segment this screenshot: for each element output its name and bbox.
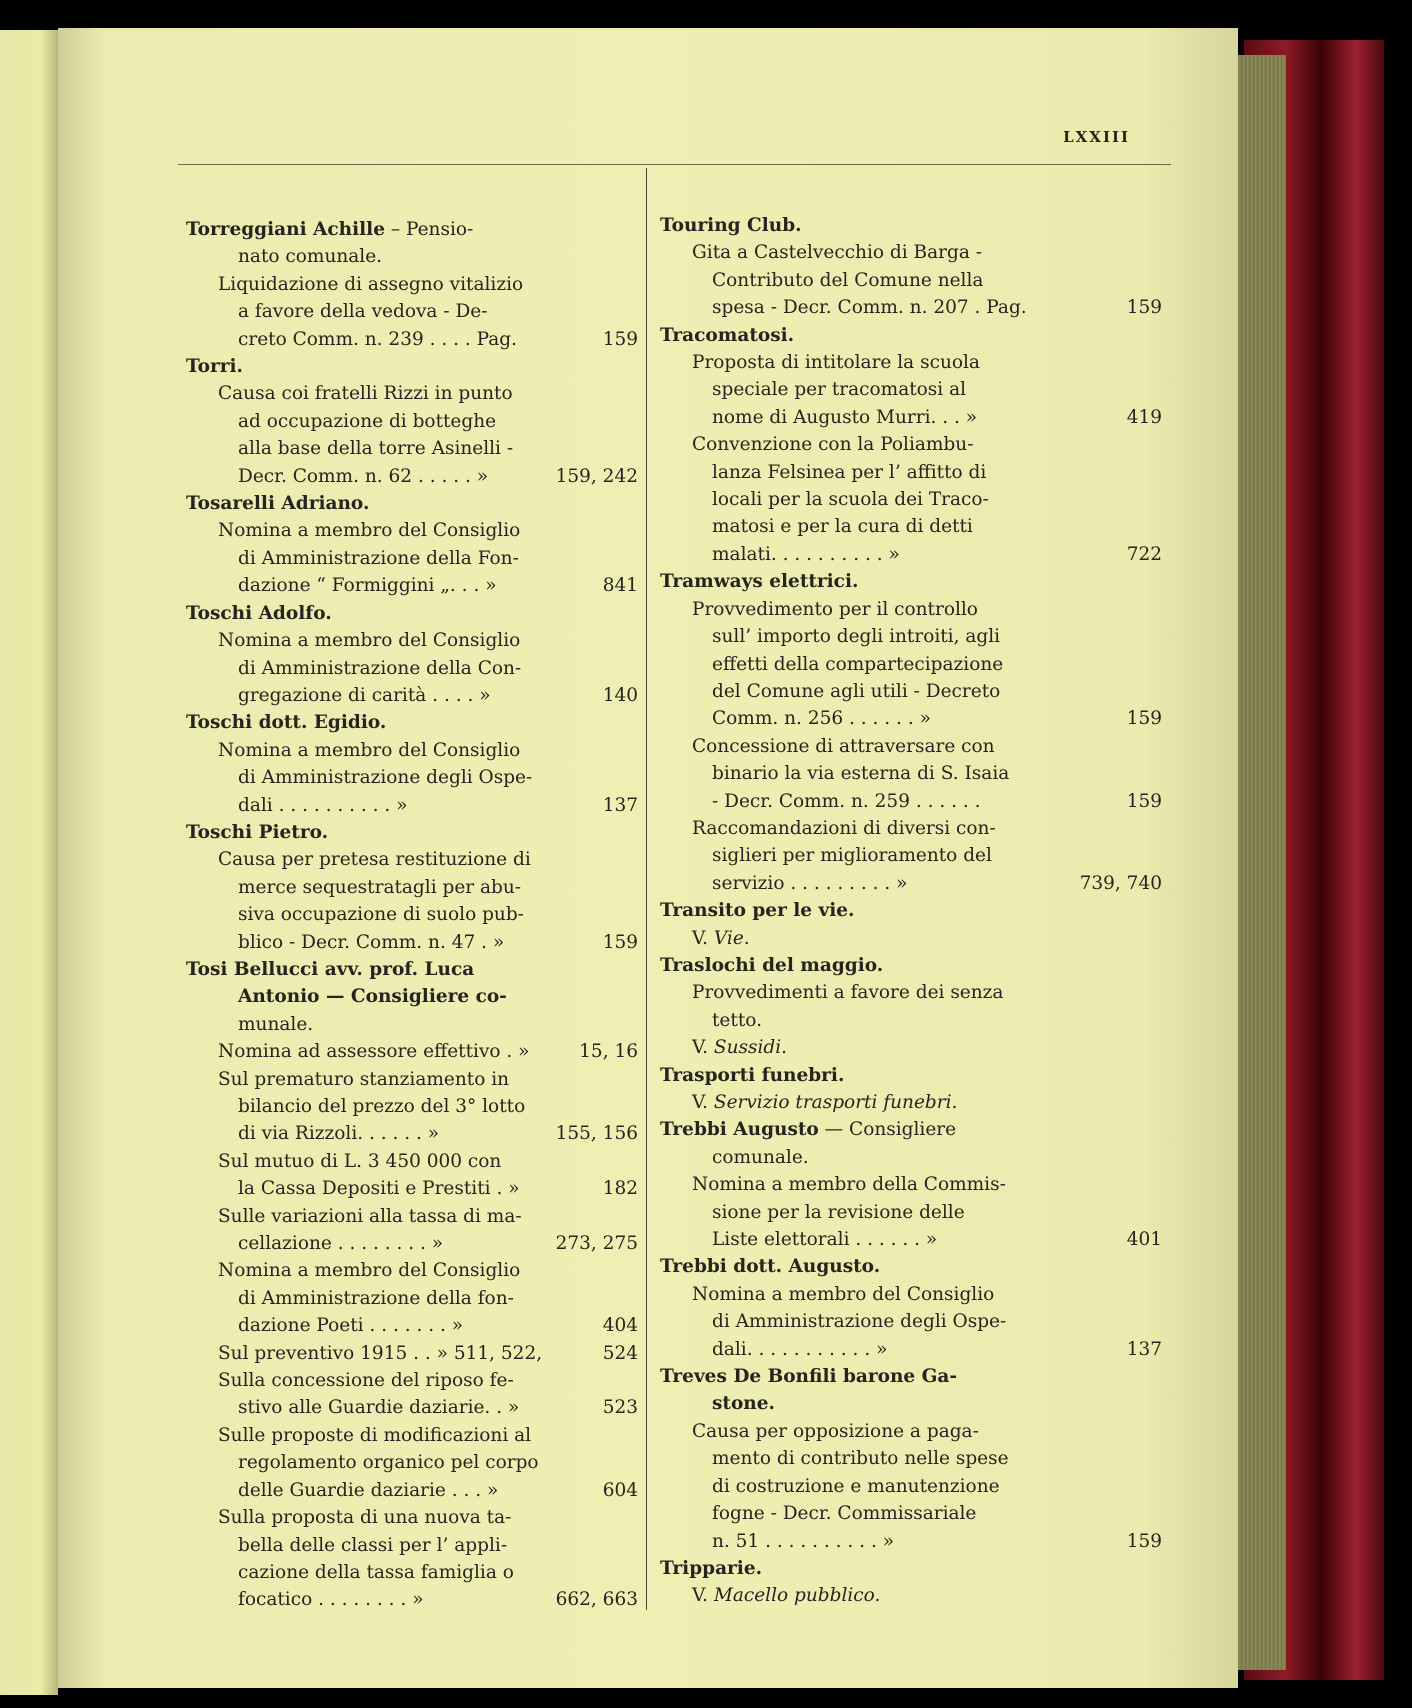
entry-heading: Toschi Adolfo. [186, 602, 332, 624]
entry-line [660, 925, 1162, 952]
page-reference: 137 [1126, 1338, 1162, 1360]
entry-line-text: servizio . . . . . . . . . » [712, 872, 908, 894]
entry-line [660, 404, 1162, 431]
entry-line [660, 294, 1162, 321]
index-entry [186, 709, 638, 819]
entry-line-text: dazione “ Formiggini „. . . » [238, 575, 497, 597]
entry-line [186, 1203, 638, 1230]
cross-reference: Servizio trasporti funebri. [713, 1092, 958, 1113]
entry-line [660, 788, 1162, 815]
entry-line [186, 929, 638, 956]
entry-line [186, 1066, 638, 1093]
entry-line [186, 326, 638, 353]
page-reference: 739, 740 [1079, 872, 1162, 894]
page-reference: 159 [602, 931, 638, 953]
entry-heading-line [660, 952, 1162, 979]
right-column [660, 212, 1162, 1610]
entry-line [186, 517, 638, 544]
entry-line-text: comunale. [712, 1146, 809, 1168]
index-entry [186, 353, 638, 490]
entry-line [660, 623, 1162, 650]
page-reference: 419 [1126, 406, 1162, 428]
entry-heading: Toschi Pietro. [186, 821, 329, 843]
header-rule [178, 164, 1171, 165]
entry-line-text: di Amministrazione degli Ospe- [712, 1311, 1007, 1333]
index-entry [186, 600, 638, 710]
entry-line [660, 596, 1162, 623]
entry-line-text: creto Comm. n. 239 . . . . Pag. [238, 328, 518, 350]
entry-line-text: a favore della vedova - De- [238, 301, 488, 323]
page-number: LXXIII [1063, 128, 1130, 146]
entry-line-text: siva occupazione di suolo pub- [238, 904, 524, 926]
entry-line [186, 1257, 638, 1284]
entry-line-text: cazione della tassa famiglia o [238, 1561, 514, 1583]
entry-line-text: stivo alle Guardie daziarie. . » [238, 1397, 520, 1419]
entry-line [660, 239, 1162, 266]
column-divider [646, 168, 647, 1610]
entry-line-text: Provvedimento per il controllo [692, 598, 978, 620]
entry-line-text: Convenzione con la Poliambu- [692, 434, 974, 456]
cross-reference: Vie. [713, 927, 750, 949]
entry-heading: Trebbi dott. Augusto. [660, 1256, 881, 1278]
entry-line [660, 459, 1162, 486]
entry-heading-line [186, 819, 638, 846]
entry-line-text: Nomina a membro del Consiglio [218, 739, 521, 761]
entry-line-text: Liquidazione di assegno vitalizio [218, 273, 524, 295]
entry-line [186, 545, 638, 572]
entry-line-text: Provvedimenti a favore dei senza [692, 982, 1004, 1004]
entry-heading: Trasporti funebri. [660, 1064, 845, 1086]
entry-line-text: mento di contributo nelle spese [712, 1448, 1009, 1470]
entry-heading: Tracomatosi. [660, 324, 795, 346]
page-reference: 841 [602, 575, 638, 597]
index-page [58, 28, 1238, 1688]
entry-heading-line [186, 600, 638, 627]
cross-reference: Sussidi. [713, 1037, 788, 1059]
entry-line [660, 1007, 1162, 1034]
entry-line-text: nato comunale. [238, 246, 383, 268]
entry-line [660, 1500, 1162, 1527]
entry-line [660, 1226, 1162, 1253]
entry-line [186, 298, 638, 325]
entry-line-text: Antonio — Consigliere co- [238, 986, 507, 1008]
entry-line [186, 901, 638, 928]
entry-heading-line [660, 1062, 1162, 1089]
entry-line-text: Sulle proposte di modificazioni al [218, 1424, 532, 1446]
entry-line [186, 1175, 638, 1202]
entry-line [186, 983, 638, 1010]
entry-line [186, 1011, 638, 1038]
entry-line-text: focatico . . . . . . . . » [238, 1589, 424, 1611]
entry-line-text: Sulle variazioni alla tassa di ma- [218, 1205, 522, 1227]
entry-line-text: Nomina a membro del Consiglio [218, 520, 521, 542]
entry-line-text: Contributo del Comune nella [712, 269, 984, 291]
entry-line-text: Sulla concessione del riposo fe- [218, 1370, 514, 1392]
entry-line-text: dazione Poeti . . . . . . . » [238, 1315, 464, 1337]
entry-line-text: la Cassa Depositi e Prestiti . » [238, 1178, 520, 1200]
left-page-edge [0, 30, 58, 1695]
entry-line-text: fogne - Decr. Commissariale [712, 1503, 977, 1525]
entry-line-text: locali per la scuola dei Traco- [712, 489, 989, 511]
page-reference: 159 [1126, 708, 1162, 730]
entry-heading-line [186, 709, 638, 736]
entry-line [660, 1445, 1162, 1472]
entry-line-text: bella delle classi per l’ appli- [238, 1534, 508, 1556]
index-entry [660, 1363, 1162, 1555]
entry-line-text: delle Guardie daziarie . . . » [238, 1479, 499, 1501]
book-page-edges [1232, 55, 1286, 1670]
page-reference: 159 [1126, 790, 1162, 812]
entry-heading: Tramways elettrici. [660, 571, 859, 593]
page-reference: 524 [602, 1342, 638, 1364]
entry-heading-line [186, 956, 638, 983]
entry-line-text: Nomina ad assessore effettivo . » [218, 1041, 530, 1063]
entry-line-text: Liste elettorali . . . . . . » [712, 1229, 938, 1251]
entry-line-text: Nomina a membro della Commis- [692, 1174, 1006, 1196]
entry-line [186, 655, 638, 682]
index-entry [660, 322, 1162, 569]
index-entry [660, 212, 1162, 322]
entry-line [186, 271, 638, 298]
entry-heading-line [186, 216, 638, 243]
entry-line [186, 1340, 638, 1367]
entry-line-text: Causa per pretesa restituzione di [218, 849, 531, 871]
entry-line-text: Causa coi fratelli Rizzi in punto [218, 383, 513, 405]
index-entry [186, 490, 638, 600]
entry-line [186, 792, 638, 819]
page-reference: 404 [602, 1315, 638, 1337]
entry-line-text: dali . . . . . . . . . . » [238, 794, 408, 816]
page-reference: 401 [1126, 1229, 1162, 1251]
entry-line-text: merce sequestratagli per abu- [238, 876, 522, 898]
entry-line-text: Nomina a membro del Consiglio [218, 1260, 521, 1282]
entry-heading: Torri. [186, 356, 243, 378]
entry-line-text: bilancio del prezzo del 3° lotto [238, 1096, 526, 1117]
entry-line [660, 267, 1162, 294]
page-reference: 159, 242 [555, 465, 638, 487]
index-entry [660, 1555, 1162, 1610]
entry-line-text: Concessione di attraversare con [692, 735, 995, 757]
entry-line [660, 541, 1162, 568]
entry-line-text: n. 51 . . . . . . . . . . » [712, 1530, 895, 1552]
page-reference: 159 [1126, 1530, 1162, 1552]
entry-line-text: cellazione . . . . . . . . » [238, 1233, 444, 1255]
entry-line [660, 1144, 1162, 1171]
page-reference: 182 [602, 1178, 638, 1200]
page-reference: 137 [602, 794, 638, 816]
entry-line-text: V. Vie. [692, 927, 750, 949]
index-entry [660, 952, 1162, 1062]
entry-heading-line [660, 322, 1162, 349]
entry-line [186, 1367, 638, 1394]
entry-heading: Treves De Bonfili barone Ga- [660, 1366, 958, 1388]
entry-line-text: siglieri per miglioramento del [712, 845, 992, 867]
index-entry [660, 568, 1162, 897]
entry-heading-line [660, 1253, 1162, 1280]
entry-heading: Torreggiani Achille [186, 219, 385, 240]
entry-line [186, 764, 638, 791]
entry-line-text: blico - Decr. Comm. n. 47 . » [238, 931, 505, 953]
entry-line [660, 1418, 1162, 1445]
entry-line [660, 733, 1162, 760]
page-reference: 159 [602, 328, 638, 350]
entry-line [186, 1093, 638, 1120]
entry-line-text: stone. [712, 1393, 775, 1415]
entry-line [186, 682, 638, 709]
entry-heading-line [186, 353, 638, 380]
entry-line [186, 1038, 638, 1065]
entry-line-text: di Amministrazione degli Ospe- [238, 767, 533, 789]
entry-line [186, 1504, 638, 1531]
entry-line-text: ad occupazione di botteghe [238, 410, 497, 432]
entry-line-text: Gita a Castelvecchio di Barga - [692, 242, 983, 264]
entry-line [186, 380, 638, 407]
entry-line [660, 1528, 1162, 1555]
entry-line [186, 1559, 638, 1586]
index-entry [660, 1062, 1162, 1117]
entry-line [186, 874, 638, 901]
entry-line-text: Nomina a membro del Consiglio [692, 1283, 995, 1305]
entry-line-text: - Decr. Comm. n. 259 . . . . . . [712, 790, 981, 812]
entry-line [660, 760, 1162, 787]
entry-line-text: nome di Augusto Murri. . . » [712, 406, 978, 428]
entry-line-text: Comm. n. 256 . . . . . . » [712, 708, 931, 730]
entry-line [660, 1199, 1162, 1226]
entry-heading-note: – Pensio- [384, 219, 474, 240]
page-reference: 722 [1126, 543, 1162, 565]
entry-line [660, 1171, 1162, 1198]
entry-line-text: di Amministrazione della fon- [238, 1287, 514, 1309]
entry-line [186, 737, 638, 764]
entry-line [660, 979, 1162, 1006]
entry-line [660, 815, 1162, 842]
entry-line-text: di Amministrazione della Fon- [238, 547, 519, 569]
entry-heading: Touring Club. [660, 215, 802, 236]
entry-line-text: spesa - Decr. Comm. n. 207 . Pag. [712, 297, 1027, 319]
entry-line [186, 1120, 638, 1147]
entry-line-text: effetti della compartecipazione [712, 653, 1004, 675]
entry-line-text: V. Sussidi. [692, 1037, 788, 1059]
entry-line [186, 572, 638, 599]
page-reference: 15, 16 [579, 1041, 638, 1063]
entry-line-text: sull’ importo degli introiti, agli [712, 626, 1001, 648]
entry-line [660, 513, 1162, 540]
entry-line-text: gregazione di carità . . . . » [238, 684, 491, 706]
entry-line-text: di Amministrazione della Con- [238, 657, 522, 679]
entry-line [660, 1390, 1162, 1417]
entry-heading-line [660, 568, 1162, 595]
entry-line-text: matosi e per la cura di detti [712, 516, 973, 538]
entry-line [186, 1422, 638, 1449]
entry-line [186, 1285, 638, 1312]
entry-line-text: di via Rizzoli. . . . . . » [238, 1123, 440, 1145]
entry-line [660, 870, 1162, 897]
entry-heading: Tosarelli Adriano. [186, 493, 370, 515]
index-entry [660, 1116, 1162, 1253]
entry-line [186, 846, 638, 873]
entry-heading-line [660, 897, 1162, 924]
entry-line-text: speciale per tracomatosi al [712, 379, 967, 401]
entry-line [660, 349, 1162, 376]
entry-line-text: Sul preventivo 1915 . . » 511, 522, [218, 1342, 543, 1364]
entry-line [660, 1281, 1162, 1308]
entry-line-text: di costruzione e manutenzione [712, 1475, 1000, 1497]
entry-line [660, 842, 1162, 869]
entry-line [186, 1449, 638, 1476]
entry-line [186, 243, 638, 270]
entry-line [186, 435, 638, 462]
entry-line-text: binario la via esterna di S. Isaia [712, 763, 1010, 785]
entry-line [186, 408, 638, 435]
entry-heading-line [186, 490, 638, 517]
entry-heading-line [660, 1555, 1162, 1582]
entry-line-text: V. Macello pubblico. [692, 1585, 881, 1607]
entry-line [186, 1532, 638, 1559]
entry-line-text: sione per la revisione delle [712, 1201, 965, 1223]
entry-heading: Traslochi del maggio. [660, 954, 884, 976]
entry-line [186, 1230, 638, 1257]
index-entry [186, 216, 638, 353]
left-column [186, 216, 638, 1614]
entry-line [660, 376, 1162, 403]
entry-line-text: malati. . . . . . . . . . » [712, 543, 900, 565]
page-reference: 662, 663 [555, 1589, 638, 1611]
entry-line-text: alla base della torre Asinelli - [238, 438, 514, 460]
entry-heading: Trebbi Augusto [660, 1119, 819, 1141]
page-reference: 159 [1126, 297, 1162, 319]
entry-line-text: munale. [238, 1013, 314, 1035]
entry-line-text: Decr. Comm. n. 62 . . . . . » [238, 465, 489, 487]
entry-line [660, 678, 1162, 705]
entry-line-text: Sul prematuro stanziamento in [218, 1068, 510, 1090]
entry-heading: Tosi Bellucci avv. prof. Luca [186, 958, 475, 980]
entry-line [660, 1089, 1162, 1116]
page-reference: 273, 275 [555, 1233, 638, 1255]
entry-line [660, 1034, 1162, 1061]
page-reference: 140 [602, 684, 638, 706]
index-entry [186, 819, 638, 956]
entry-line-text: Causa per opposizione a paga- [692, 1420, 979, 1442]
entry-line [186, 1586, 638, 1613]
index-entry [660, 897, 1162, 952]
index-entry [660, 1253, 1162, 1363]
entry-line [660, 1473, 1162, 1500]
page-reference: 604 [602, 1479, 638, 1501]
entry-line-text: Nomina a membro del Consiglio [218, 630, 521, 652]
entry-line [660, 431, 1162, 458]
entry-heading-line [660, 1116, 1162, 1143]
entry-line [660, 705, 1162, 732]
entry-line [660, 1582, 1162, 1609]
entry-line-text: Proposta di intitolare la scuola [692, 352, 980, 374]
entry-line-text: Raccomandazioni di diversi con- [692, 817, 996, 839]
entry-line [660, 651, 1162, 678]
entry-line [186, 463, 638, 490]
entry-heading-line [660, 212, 1162, 239]
entry-heading: Tripparie. [660, 1557, 763, 1579]
entry-line [660, 1336, 1162, 1363]
entry-line [660, 1308, 1162, 1335]
entry-line-text: del Comune agli utili - Decreto [712, 680, 1001, 702]
entry-line-text: tetto. [712, 1009, 762, 1031]
entry-line [660, 486, 1162, 513]
entry-heading-note: — Consigliere [818, 1119, 957, 1141]
entry-line [186, 1394, 638, 1421]
entry-line-text: Sul mutuo di L. 3 450 000 con [218, 1150, 502, 1172]
entry-line [186, 1148, 638, 1175]
entry-line [186, 1312, 638, 1339]
entry-line-text: lanza Felsinea per l’ affitto di [712, 461, 987, 483]
entry-line-text: regolamento organico pel corpo [238, 1452, 539, 1474]
cross-reference: Macello pubblico. [713, 1585, 881, 1607]
entry-line [186, 627, 638, 654]
index-entry [186, 956, 638, 1614]
page-reference: 523 [602, 1397, 638, 1419]
entry-heading: Toschi dott. Egidio. [186, 712, 387, 734]
entry-heading-line [660, 1363, 1162, 1390]
entry-line-note: — Consigliere co- [319, 986, 507, 1008]
entry-line-text: dali. . . . . . . . . . . » [712, 1338, 888, 1360]
entry-line [186, 1477, 638, 1504]
entry-line-text: Sulla proposta di una nuova ta- [218, 1507, 512, 1529]
entry-heading: Transito per le vie. [660, 900, 855, 922]
page-reference: 155, 156 [555, 1123, 638, 1145]
entry-line-text: V. Servizio trasporti funebri. [692, 1092, 958, 1113]
